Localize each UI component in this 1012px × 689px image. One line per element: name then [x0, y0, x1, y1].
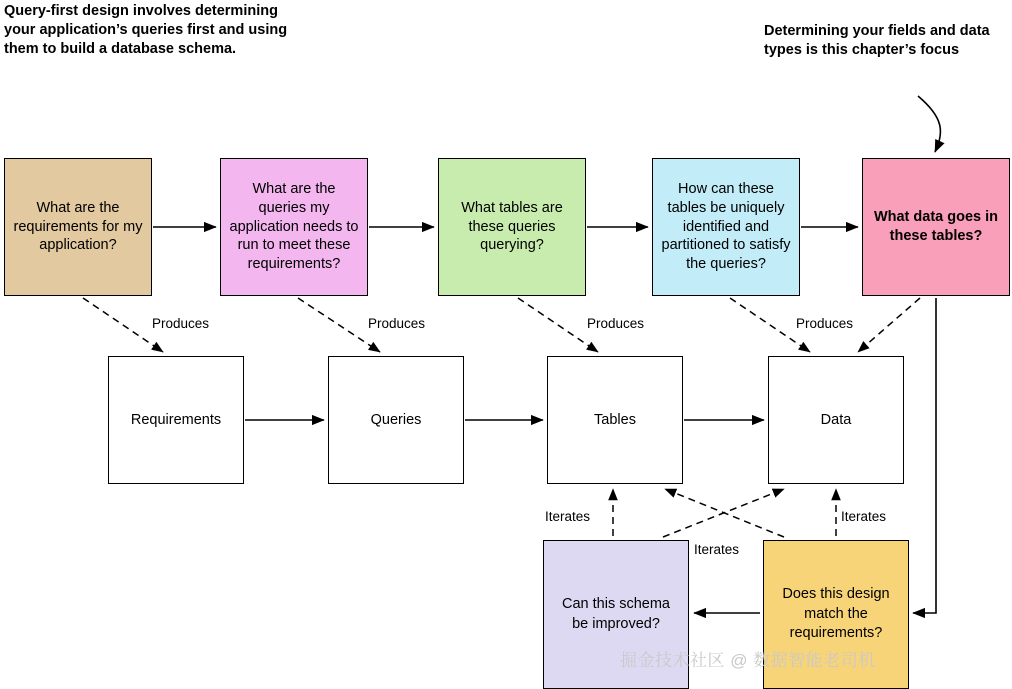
output-box-label: Tables — [594, 412, 636, 428]
feedback-box-label: Can this schema be improved? — [562, 595, 670, 632]
edge-label-iterates-1: Iterates — [545, 509, 591, 524]
edge-label-iterates-2: Iterates — [694, 542, 740, 557]
output-box-data[interactable] — [768, 356, 904, 484]
output-box-label: Queries — [370, 412, 422, 428]
output-box-label: Data — [820, 412, 852, 428]
question-box-label: What are the requirements for my application? — [13, 199, 143, 254]
question-box-data[interactable] — [862, 158, 1010, 296]
output-box-queries[interactable] — [328, 356, 464, 484]
question-box-label: How can these tables be uniquely identified and partitioned to satisfy the queries? — [661, 180, 791, 273]
edge-label-produces-1: Produces — [152, 316, 210, 331]
question-box-label: What are the queries my application needs to run to meet these requirements? — [229, 180, 359, 273]
edge-label-produces-4: Produces — [796, 316, 854, 331]
output-box-tables[interactable] — [547, 356, 683, 484]
edge-label-iterates-3: Iterates — [841, 509, 887, 524]
question-box-label: What data goes in these tables? — [873, 209, 999, 244]
annotation-left: Query-first design involves determining your application’s queries first and using them to build a database schema. — [4, 3, 288, 58]
feedback-box-label: Does this design match the requirements? — [782, 586, 890, 642]
annotation-right: Determining your fields and data types is this chapter’s focus — [764, 23, 990, 59]
question-box-tables[interactable] — [438, 158, 586, 296]
edge-label-produces-3: Produces — [587, 316, 645, 331]
output-box-requirements[interactable] — [108, 356, 244, 484]
question-box-label: What tables are these queries querying? — [461, 199, 563, 254]
edge-label-produces-2: Produces — [368, 316, 426, 331]
question-box-queries[interactable] — [220, 158, 368, 296]
question-box-requirements[interactable] — [4, 158, 152, 296]
question-box-partition[interactable] — [652, 158, 800, 296]
watermark: 掘金技术社区 @ 数据智能老司机 — [620, 651, 876, 670]
output-box-label: Requirements — [130, 412, 222, 428]
